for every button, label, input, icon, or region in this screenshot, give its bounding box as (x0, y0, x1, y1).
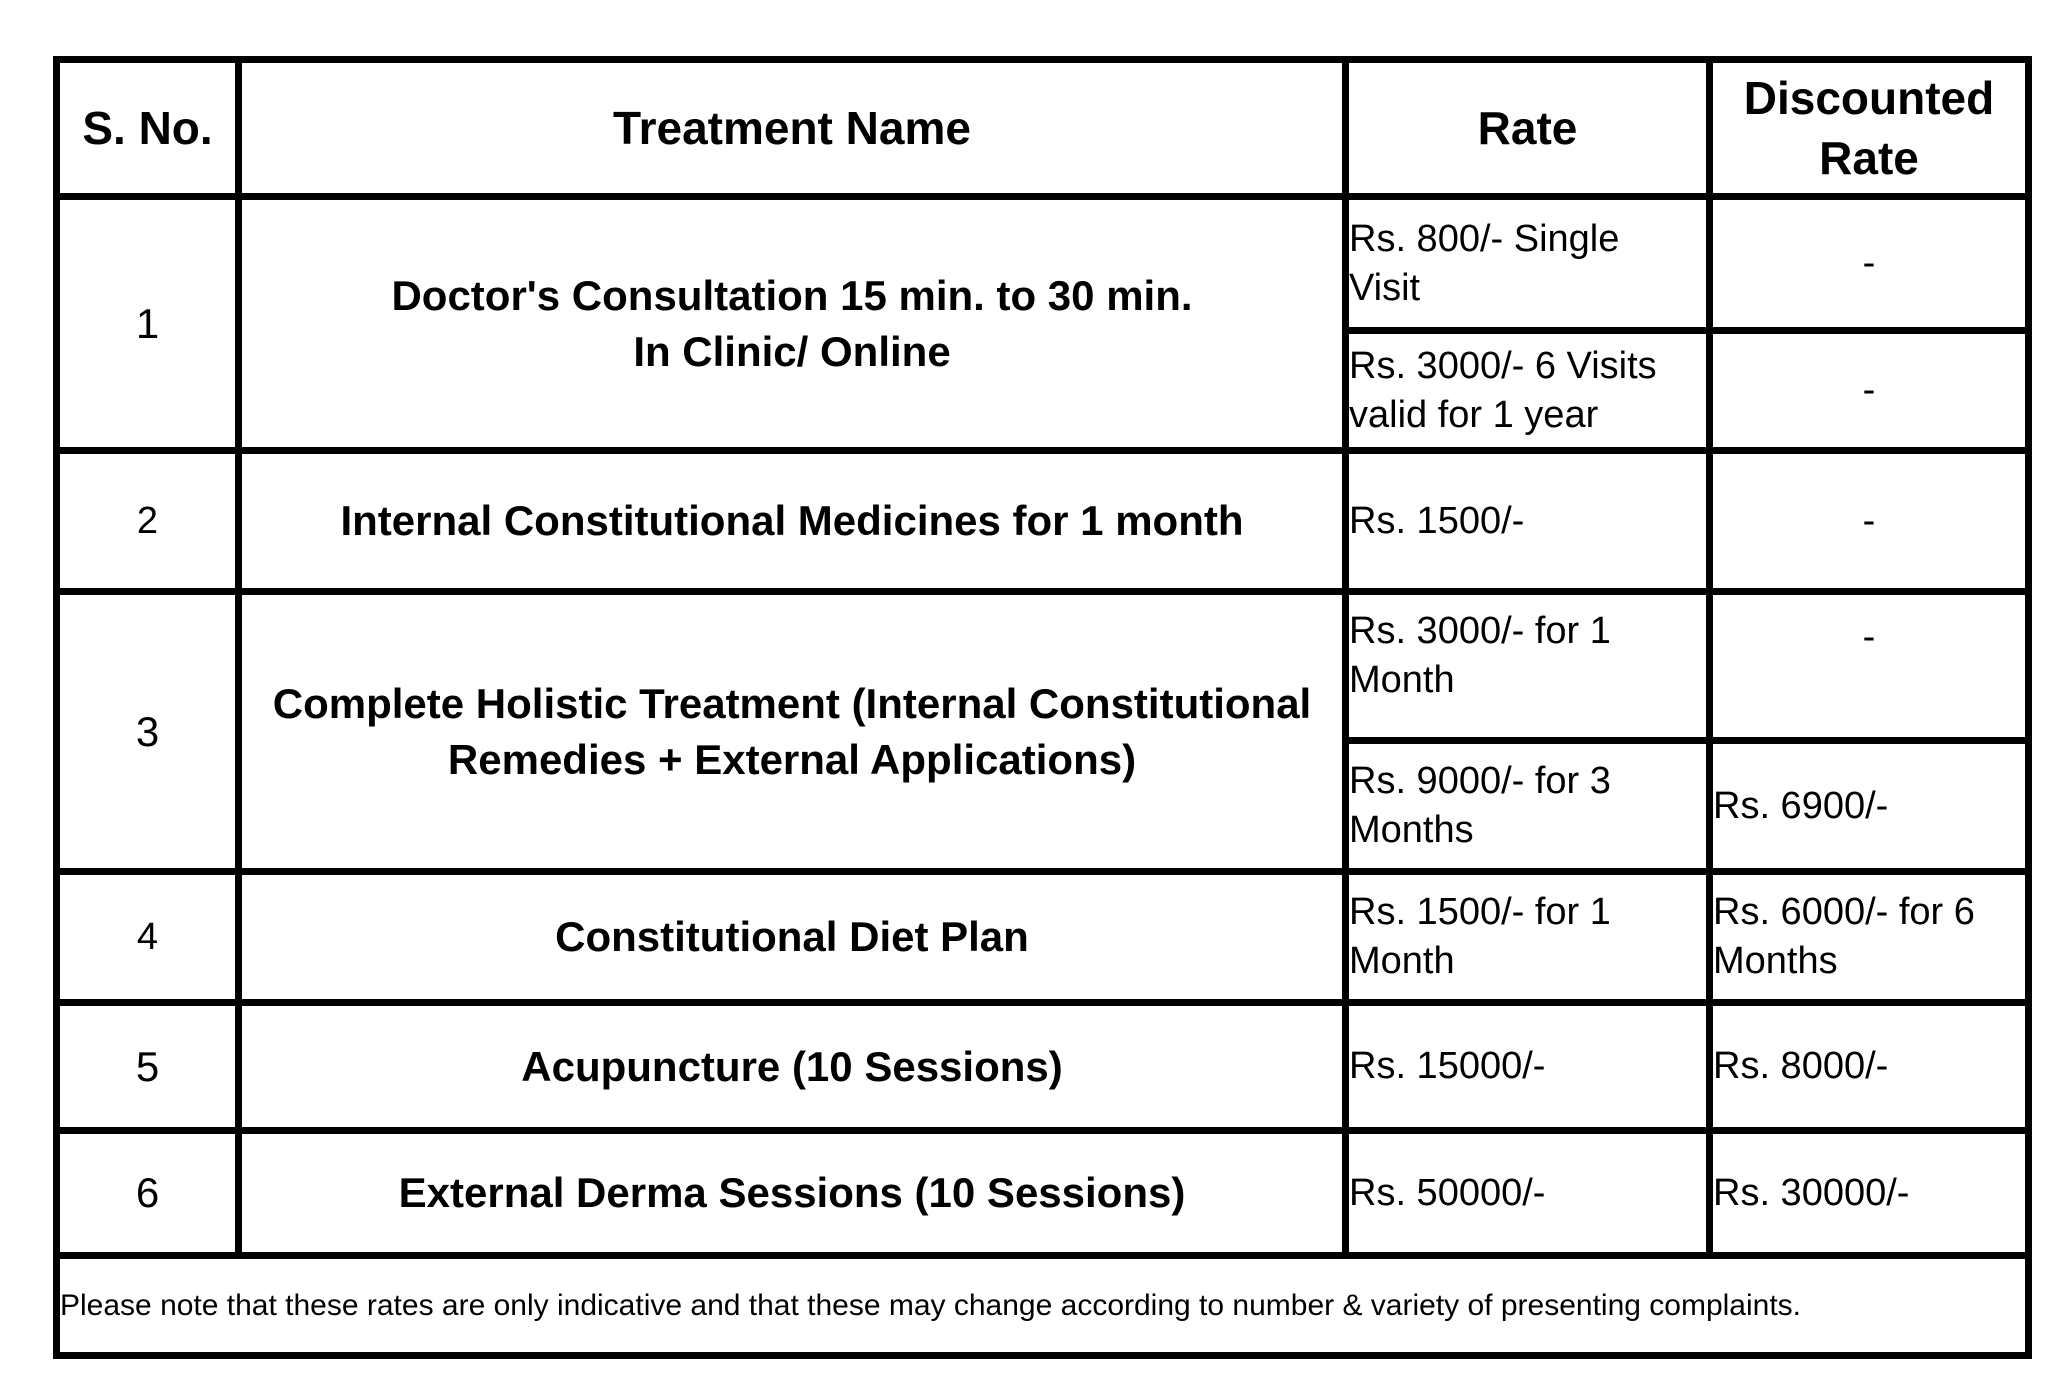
table-row (57, 592, 2029, 741)
row-4-discounted-line1: Rs. 6000/- for 6 (1713, 891, 1975, 933)
table-row (57, 451, 2029, 592)
row-1a-rate-line1: Rs. 800/- Single (1349, 217, 1620, 260)
row-3b-rate-line1: Rs. 9000/- for 3 (1349, 760, 1611, 802)
row-2-rate: Rs. 1500/- (1346, 451, 1710, 592)
row-3a-rate-line2: Month (1349, 659, 1455, 701)
row-1a-rate-line2: Visit (1349, 266, 1421, 309)
row-1-sno: 1 (57, 197, 239, 451)
row-6-rate: Rs. 50000/- (1346, 1131, 1710, 1256)
row-1-name-line2: In Clinic/ Online (633, 327, 951, 375)
note-row (57, 1256, 2029, 1356)
row-4-rate-line1: Rs. 1500/- for 1 (1349, 891, 1611, 933)
row-3b-discounted: Rs. 6900/- (1710, 741, 2029, 872)
row-2-discounted: - (1710, 451, 2029, 592)
row-3a-rate-line1: Rs. 3000/- for 1 (1349, 610, 1611, 652)
row-5-sno: 5 (57, 1003, 239, 1131)
row-1-name-line1: Doctor's Consultation 15 min. to 30 min. (391, 271, 1193, 319)
header-discounted-rate (1710, 60, 2029, 197)
row-1a-rate (1346, 197, 1710, 331)
row-4-rate (1346, 872, 1710, 1003)
row-1b-rate (1346, 331, 1710, 451)
row-3a-discounted: - (1710, 592, 2029, 741)
header-discounted-line2: Rate (1819, 132, 1919, 184)
header-treatment-name: Treatment Name (239, 60, 1346, 197)
row-6-treatment-name: External Derma Sessions (10 Sessions) (239, 1131, 1346, 1256)
row-1a-discounted: - (1710, 197, 2029, 331)
row-5-treatment-name: Acupuncture (10 Sessions) (239, 1003, 1346, 1131)
table-row (57, 197, 2029, 331)
row-3b-rate-line2: Months (1349, 809, 1474, 851)
table-row (57, 1131, 2029, 1256)
header-discounted-line1: Discounted (1743, 72, 1995, 124)
row-3-name-line1: Complete Holistic Treatment (Internal Constitutional (272, 679, 1312, 727)
row-3-name-line2: Remedies + External Applications) (447, 735, 1137, 783)
row-6-discounted: Rs. 30000/- (1710, 1131, 2029, 1256)
row-5-rate: Rs. 15000/- (1346, 1003, 1710, 1131)
row-1b-discounted: - (1710, 331, 2029, 451)
row-3b-rate (1346, 741, 1710, 872)
row-3-sno: 3 (57, 592, 239, 872)
table-row (57, 1003, 2029, 1131)
row-2-sno: 2 (57, 451, 239, 592)
row-1b-rate-line1: Rs. 3000/- 6 Visits (1349, 344, 1657, 387)
row-4-treatment-name: Constitutional Diet Plan (239, 872, 1346, 1003)
treatment-rates-table (53, 56, 2032, 1359)
row-4-discounted-line2: Months (1713, 940, 1838, 982)
row-1-treatment-name (239, 197, 1346, 451)
disclaimer-note: Please note that these rates are only indicative and that these may change according to number & variety of presenting complaints. (57, 1256, 2029, 1356)
row-6-sno: 6 (57, 1131, 239, 1256)
header-sno: S. No. (57, 60, 239, 197)
row-3a-rate (1346, 592, 1710, 741)
row-4-sno: 4 (57, 872, 239, 1003)
row-4-rate-line2: Month (1349, 940, 1455, 982)
header-row (57, 60, 2029, 197)
row-4-discounted (1710, 872, 2029, 1003)
row-2-treatment-name: Internal Constitutional Medicines for 1 month (239, 451, 1346, 592)
header-rate: Rate (1346, 60, 1710, 197)
table-row (57, 872, 2029, 1003)
row-1b-rate-line2: valid for 1 year (1349, 393, 1599, 436)
row-5-discounted: Rs. 8000/- (1710, 1003, 2029, 1131)
row-3-treatment-name (239, 592, 1346, 872)
